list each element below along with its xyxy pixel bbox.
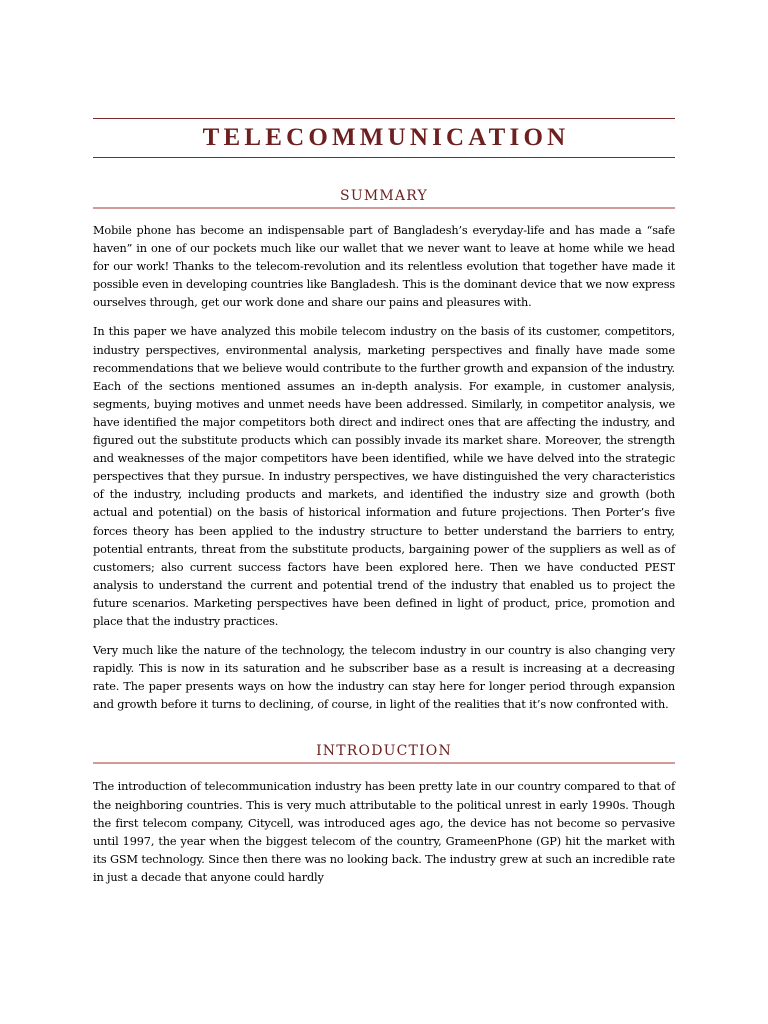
section-heading-introduction (93, 740, 675, 764)
paragraph: Very much like the nature of the technology, the telecom industry in our country is also changing very rapidly. This is now in its saturation and he subscriber base as a result is increasing at a decreasing rate. The paper presents ways on how the industry can stay here for longer period through expansion and growth before it turns to declining, of course, in light of the realities that it’s now confronted with. (93, 644, 675, 712)
title-block (93, 118, 675, 158)
paragraph: Mobile phone has become an indispensable part of Bangladesh’s everyday-life and has made a “safe haven” in one of our pockets much like our wallet that we never want to leave at home while we head for our work! Thanks to the telecom-revolution and its relentless evolution that together have made it possible even in developing countries like Bangladesh. This is the dominant device that we now express ourselves through, get our work done and share our pains and pleasures with. (93, 224, 675, 310)
section-heading-text: INTRODUCTION (316, 743, 452, 760)
heading-underline (93, 207, 675, 209)
document-page (93, 118, 675, 887)
paragraph: In this paper we have analyzed this mobile telecom industry on the basis of its customer, competitors, industry perspectives, environmental analysis, marketing perspectives and finally have made some recommendations that we believe would contribute to the further growth and expansion of the industry. Each of the sections mentioned assumes an in-depth analysis. For example, in customer analysis, segments, buying motives and unmet needs have been addressed. Similarly, in competitor analysis, we have identified the major competitors both direct and indirect ones that are affecting the industry, and figured out the substitute products which can possibly invade its market share. Moreover, the strength and weaknesses of the major competitors have been identified, while we have delved into the strategic perspectives that they pursue. In industry perspectives, we have distinguished the very characteristics of the industry, including products and markets, and identified the industry size and growth (both actual and potential) on the basis of historical information and future projections. Then Porter’s five forces theory has been applied to the industry structure to better understand the barriers to entry, potential entrants, threat from the substitute products, bargaining power of the suppliers as well as of customers; also current success factors have been explored here. Then we have conducted PEST analysis to understand the current and potential trend of the industry that enabled us to project the future scenarios. Marketing perspectives have been defined in light of product, price, promotion and place that the industry practices. (93, 325, 675, 628)
paragraph: The introduction of telecommunication industry has been pretty late in our country compared to that of the neighboring countries. This is very much attributable to the political unrest in early 1990s. Though the first telecom company, Citycell, was introduced ages ago, the device has not become so pervasive until 1997, the year when the biggest telecom of the country, GrameenPhone (GP) hit the market with its GSM technology. Since then there was no looking back. The industry grew at such an incredible rate in just a decade that anyone could hardly (93, 780, 675, 884)
document-title: TELECOMMUNICATION (202, 124, 570, 151)
section-heading-summary (93, 185, 675, 209)
heading-underline (93, 762, 675, 764)
section-heading-text: SUMMARY (340, 188, 428, 204)
